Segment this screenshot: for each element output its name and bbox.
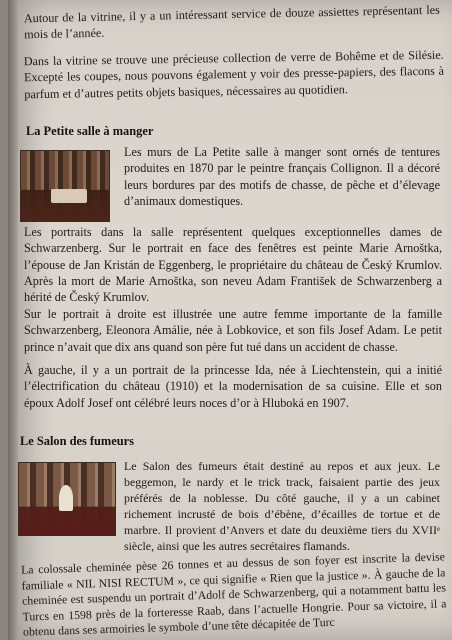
paragraph-vitrine-plates: Autour de la vitrine, il y a un intéressant service de douze assiettes représentant les mois de l’année. <box>23 2 440 42</box>
paragraph-portraits-3: À gauche, il y a un portrait de la princesse Ida, née à Liechtenstein, qui a initié l’électrification du château (1910) et la modernisation de sa cuisine. Elle et son époux Adolf Josef ont célébré leurs noces d’or à Hluboká en 1907. <box>24 363 442 410</box>
paragraph-vitrine-glass: Dans la vitrine se trouve une précieuse collection de verre de Bohême et de Silésie. Excepté les coupes, nous pouvons également y voir des presse-papiers, des flacons à parfum et d’autres petits objets basiques, nécessaires au quotidien. <box>23 47 445 101</box>
paragraph-portraits-1: Les portraits dans la salle représentent quelques exceptionnelles dames de Schwarzenberg. Sur le portrait en face des fenêtres est peinte Marie Arnoštka, l’épouse de Jan Kristán de Eggenberg, le propriétaire du château de Český Krumlov. Après la mort de Marie Arnoštka, son neveu Adam František de Schwarzenberg a hérité de Český Krumlov. <box>24 225 442 305</box>
paragraph-tentures: Les murs de La Petite salle à manger sont ornés de tentures produites en 1870 par le peintre français Collignon. Il a décoré leurs bordures par des motifs de chasse, de pêche et d’élevage d’animaux domestiques. <box>124 145 440 208</box>
heading-petite-salle: La Petite salle à manger <box>26 124 154 138</box>
book-page <box>8 0 452 640</box>
heading-salon-fumeurs: Le Salon des fumeurs <box>20 434 134 448</box>
book-spine <box>8 0 18 640</box>
paragraph-cheminee: La colossale cheminée pèse 26 tonnes et au dessus de son foyer est inscrite la devise familiale « NIL NISI RECTUM », ce qui signifie « Rien que la justice ». À gauche de la cheminée est suspendu un portrait d’Adolf de Schwarzenberg, qui a notamment battu les Turcs en 1598 près de la forteresse Raab, dans l’actuelle Hongrie. Pour sa victoire, il a obtenu dans ses armoiries le symbole d’une tête décapitée de Turc <box>20 549 447 640</box>
paragraph-portraits-2: Sur le portrait à droite est illustrée une autre femme importante de la famille Schwarzenberg, Eleonora Amálie, née à Lobkovice, et son fils Josef Adam. Le petit prince n’avait que dix ans quand son père fut tué dans un accident de chasse. <box>24 307 442 354</box>
smoking-salon-photo <box>18 462 116 536</box>
dining-room-photo <box>20 150 110 222</box>
paragraph-salon-fumeurs: Le Salon des fumeurs était destiné au repos et aux jeux. Le beggemon, le nardy et le trick track, faisaient partie des jeux préférés de la noblesse. Du côté gauche, il y a un cabinet richement incrusté de bois d’ébène, d’écailles de tortue et de marbre. Il provient d’Anvers et date du deuxième tiers du XVIIᵉ siècle, ainsi que les autres secrétaires flamands. <box>124 459 440 554</box>
